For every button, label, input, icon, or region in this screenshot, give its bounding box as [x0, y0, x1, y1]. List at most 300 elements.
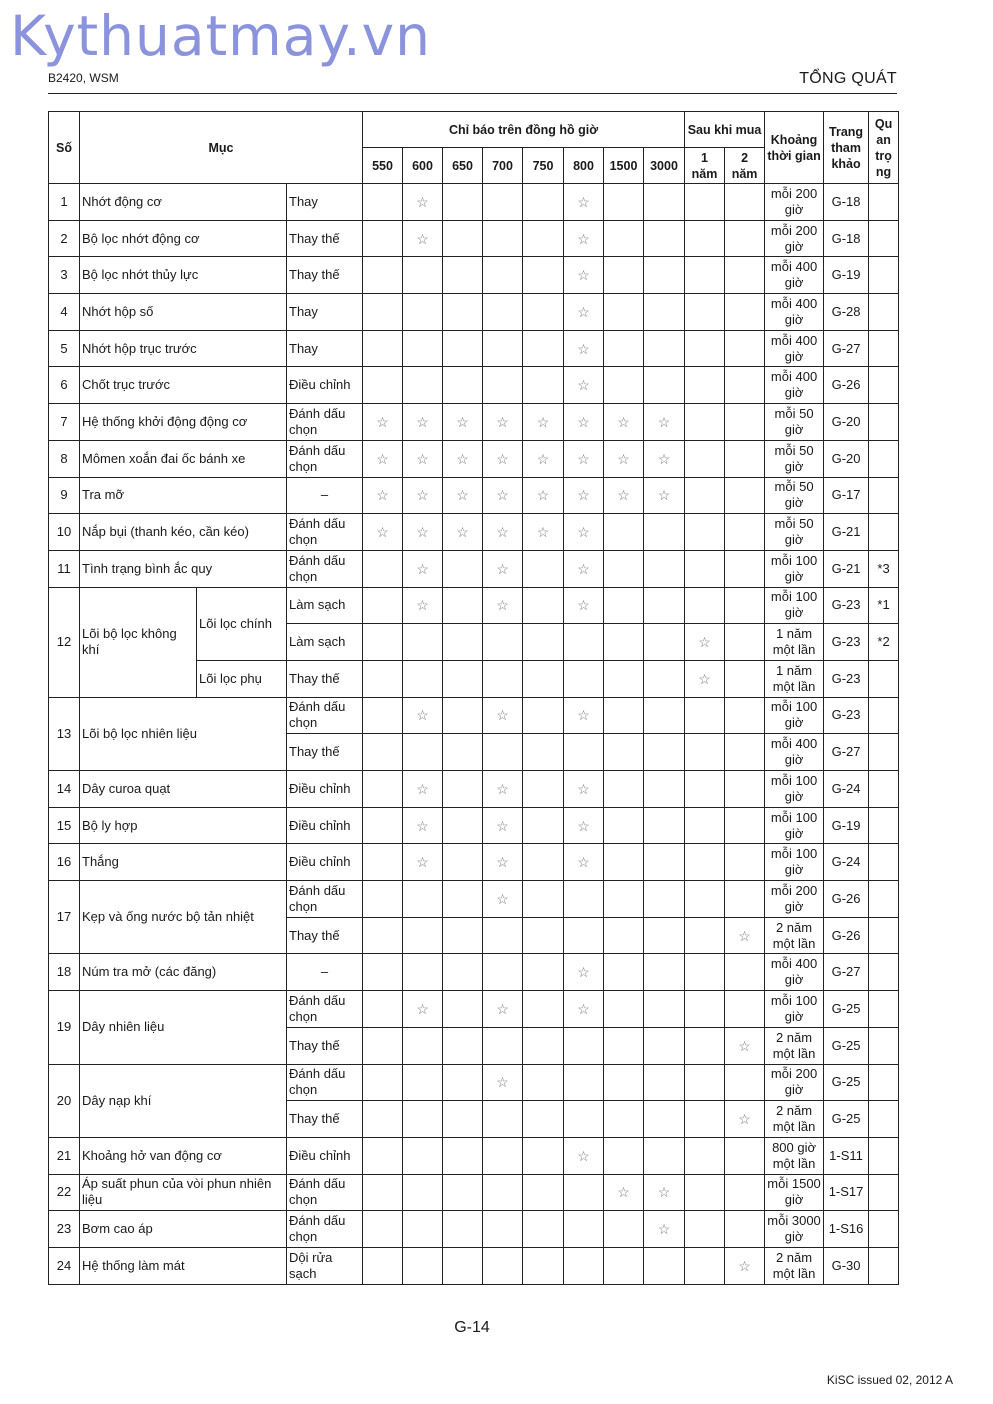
row-important — [869, 1247, 899, 1284]
empty-cell — [443, 1137, 483, 1174]
empty-cell — [644, 917, 685, 954]
row-action: – — [287, 477, 363, 514]
star-mark-icon: ☆ — [403, 404, 443, 441]
empty-cell — [564, 1211, 604, 1248]
row-interval: mỗi 200 giờ — [765, 1064, 824, 1101]
row-important — [869, 771, 899, 808]
row-important — [869, 991, 899, 1028]
empty-cell — [685, 294, 725, 331]
empty-cell — [483, 734, 523, 771]
empty-cell — [403, 917, 443, 954]
empty-cell — [523, 257, 564, 294]
row-action: Thay thế — [287, 1027, 363, 1064]
row-important — [869, 184, 899, 221]
row-important — [869, 881, 899, 918]
empty-cell — [725, 257, 765, 294]
col-header-hour: 750 — [523, 148, 564, 184]
empty-cell — [363, 1027, 403, 1064]
star-mark-icon: ☆ — [644, 1174, 685, 1211]
empty-cell — [604, 330, 644, 367]
empty-cell — [604, 917, 644, 954]
star-mark-icon: ☆ — [483, 881, 523, 918]
star-mark-icon: ☆ — [443, 404, 483, 441]
empty-cell — [644, 881, 685, 918]
empty-cell — [685, 1101, 725, 1138]
row-item: Hệ thống làm mát — [80, 1247, 287, 1284]
star-mark-icon: ☆ — [363, 440, 403, 477]
row-action: Đánh dấu chọn — [287, 1211, 363, 1248]
empty-cell — [644, 660, 685, 697]
empty-cell — [523, 624, 564, 661]
empty-cell — [443, 991, 483, 1028]
row-number: 12 — [49, 587, 80, 697]
star-mark-icon: ☆ — [403, 550, 443, 587]
row-ref-page: G-25 — [824, 1064, 869, 1101]
star-mark-icon: ☆ — [564, 220, 604, 257]
row-action: Thay thế — [287, 660, 363, 697]
row-action: Đánh dấu chọn — [287, 550, 363, 587]
row-interval: mỗi 400 giờ — [765, 330, 824, 367]
row-action: Đánh dấu chọn — [287, 514, 363, 551]
row-important — [869, 257, 899, 294]
star-mark-icon: ☆ — [564, 587, 604, 624]
empty-cell — [483, 954, 523, 991]
empty-cell — [483, 294, 523, 331]
empty-cell — [523, 844, 564, 881]
empty-cell — [403, 881, 443, 918]
empty-cell — [644, 220, 685, 257]
row-interval: mỗi 400 giờ — [765, 257, 824, 294]
empty-cell — [644, 514, 685, 551]
row-ref-page: G-17 — [824, 477, 869, 514]
empty-cell — [564, 734, 604, 771]
empty-cell — [725, 330, 765, 367]
row-action: Thay thế — [287, 734, 363, 771]
row-number: 13 — [49, 697, 80, 770]
star-mark-icon: ☆ — [564, 954, 604, 991]
empty-cell — [604, 1027, 644, 1064]
empty-cell — [725, 367, 765, 404]
star-mark-icon: ☆ — [403, 844, 443, 881]
row-number: 2 — [49, 220, 80, 257]
empty-cell — [604, 1101, 644, 1138]
maintenance-table-body — [49, 184, 899, 1285]
row-important — [869, 1101, 899, 1138]
row-action: Thay — [287, 330, 363, 367]
star-mark-icon: ☆ — [443, 440, 483, 477]
empty-cell — [403, 330, 443, 367]
row-item: Lõi bộ lọc không khí — [80, 587, 197, 697]
empty-cell — [483, 220, 523, 257]
empty-cell — [725, 184, 765, 221]
empty-cell — [443, 184, 483, 221]
row-item: Mômen xoắn đai ốc bánh xe — [80, 440, 287, 477]
row-important — [869, 844, 899, 881]
star-mark-icon: ☆ — [725, 1027, 765, 1064]
table-row — [49, 184, 899, 221]
empty-cell — [685, 991, 725, 1028]
row-item: Áp suất phun của vòi phun nhiên liệu — [80, 1174, 287, 1211]
empty-cell — [523, 734, 564, 771]
table-row — [49, 404, 899, 441]
empty-cell — [363, 184, 403, 221]
empty-cell — [644, 1247, 685, 1284]
empty-cell — [725, 1174, 765, 1211]
row-item: Tra mỡ — [80, 477, 287, 514]
row-number: 9 — [49, 477, 80, 514]
row-ref-page: G-28 — [824, 294, 869, 331]
row-action: Đánh dấu chọn — [287, 991, 363, 1028]
empty-cell — [363, 1174, 403, 1211]
empty-cell — [685, 1027, 725, 1064]
row-action: Điều chỉnh — [287, 1137, 363, 1174]
row-number: 15 — [49, 807, 80, 844]
empty-cell — [564, 1027, 604, 1064]
row-ref-page: G-27 — [824, 330, 869, 367]
row-ref-page: G-19 — [824, 807, 869, 844]
empty-cell — [604, 807, 644, 844]
empty-cell — [523, 184, 564, 221]
row-important — [869, 440, 899, 477]
row-ref-page: G-18 — [824, 220, 869, 257]
row-action: Thay thế — [287, 220, 363, 257]
row-action: – — [287, 954, 363, 991]
empty-cell — [443, 367, 483, 404]
section-title: TỔNG QUÁT — [799, 70, 897, 87]
row-ref-page: G-24 — [824, 771, 869, 808]
empty-cell — [523, 954, 564, 991]
star-mark-icon: ☆ — [725, 917, 765, 954]
star-mark-icon: ☆ — [483, 991, 523, 1028]
empty-cell — [644, 294, 685, 331]
row-ref-page: G-23 — [824, 624, 869, 661]
empty-cell — [363, 294, 403, 331]
empty-cell — [725, 954, 765, 991]
empty-cell — [604, 771, 644, 808]
row-important — [869, 1211, 899, 1248]
row-interval: mỗi 100 giờ — [765, 550, 824, 587]
table-row — [49, 330, 899, 367]
row-ref-page: G-23 — [824, 587, 869, 624]
row-interval: mỗi 100 giờ — [765, 807, 824, 844]
row-ref-page: G-26 — [824, 367, 869, 404]
star-mark-icon: ☆ — [604, 477, 644, 514]
row-item: Dây nhiên liệu — [80, 991, 287, 1064]
empty-cell — [363, 220, 403, 257]
row-subitem: Lõi lọc chính — [197, 587, 287, 660]
row-important — [869, 1174, 899, 1211]
empty-cell — [363, 587, 403, 624]
empty-cell — [564, 881, 604, 918]
table-row — [49, 477, 899, 514]
empty-cell — [523, 330, 564, 367]
row-number: 23 — [49, 1211, 80, 1248]
empty-cell — [523, 1174, 564, 1211]
empty-cell — [725, 807, 765, 844]
row-item: Dây nạp khí — [80, 1064, 287, 1137]
table-row — [49, 1247, 899, 1284]
row-number: 14 — [49, 771, 80, 808]
empty-cell — [725, 734, 765, 771]
star-mark-icon: ☆ — [564, 697, 604, 734]
empty-cell — [443, 587, 483, 624]
empty-cell — [363, 1137, 403, 1174]
empty-cell — [363, 807, 403, 844]
empty-cell — [363, 257, 403, 294]
empty-cell — [523, 1247, 564, 1284]
empty-cell — [644, 624, 685, 661]
empty-cell — [685, 587, 725, 624]
empty-cell — [403, 1027, 443, 1064]
star-mark-icon: ☆ — [483, 1064, 523, 1101]
empty-cell — [604, 1211, 644, 1248]
empty-cell — [523, 1027, 564, 1064]
row-item: Nắp bụi (thanh kéo, cần kéo) — [80, 514, 287, 551]
empty-cell — [685, 807, 725, 844]
empty-cell — [604, 550, 644, 587]
star-mark-icon: ☆ — [564, 330, 604, 367]
star-mark-icon: ☆ — [564, 550, 604, 587]
empty-cell — [363, 624, 403, 661]
row-interval: 1 năm một lần — [765, 660, 824, 697]
star-mark-icon: ☆ — [564, 1137, 604, 1174]
row-number: 6 — [49, 367, 80, 404]
empty-cell — [725, 550, 765, 587]
empty-cell — [363, 550, 403, 587]
table-row — [49, 954, 899, 991]
star-mark-icon: ☆ — [685, 660, 725, 697]
empty-cell — [685, 954, 725, 991]
empty-cell — [403, 1101, 443, 1138]
star-mark-icon: ☆ — [523, 404, 564, 441]
empty-cell — [725, 294, 765, 331]
row-interval: 2 năm một lần — [765, 1101, 824, 1138]
star-mark-icon: ☆ — [483, 844, 523, 881]
empty-cell — [564, 1247, 604, 1284]
row-important: *2 — [869, 624, 899, 661]
model-label: B2420, WSM — [48, 71, 119, 85]
row-item: Nhớt hộp số — [80, 294, 287, 331]
row-action: Điều chỉnh — [287, 807, 363, 844]
empty-cell — [363, 771, 403, 808]
star-mark-icon: ☆ — [403, 220, 443, 257]
row-interval: mỗi 100 giờ — [765, 771, 824, 808]
empty-cell — [483, 1247, 523, 1284]
row-subitem: Lõi lọc phụ — [197, 660, 287, 697]
star-mark-icon: ☆ — [564, 844, 604, 881]
table-row — [49, 697, 899, 734]
row-ref-page: G-20 — [824, 404, 869, 441]
empty-cell — [403, 257, 443, 294]
star-mark-icon: ☆ — [403, 440, 443, 477]
row-number: 7 — [49, 404, 80, 441]
empty-cell — [644, 587, 685, 624]
row-number: 10 — [49, 514, 80, 551]
row-ref-page: G-26 — [824, 881, 869, 918]
empty-cell — [483, 257, 523, 294]
star-mark-icon: ☆ — [523, 514, 564, 551]
empty-cell — [523, 1211, 564, 1248]
star-mark-icon: ☆ — [725, 1247, 765, 1284]
empty-cell — [443, 660, 483, 697]
row-interval: mỗi 100 giờ — [765, 587, 824, 624]
empty-cell — [644, 367, 685, 404]
page-number: G-14 — [454, 1319, 490, 1336]
row-action: Đánh dấu chọn — [287, 1174, 363, 1211]
row-ref-page: G-25 — [824, 991, 869, 1028]
row-number: 8 — [49, 440, 80, 477]
empty-cell — [725, 624, 765, 661]
empty-cell — [604, 1064, 644, 1101]
row-item: Nhớt hộp trục trước — [80, 330, 287, 367]
star-mark-icon: ☆ — [403, 587, 443, 624]
col-header-important: Qu an trọ ng — [869, 112, 899, 184]
row-ref-page: G-23 — [824, 660, 869, 697]
table-row — [49, 771, 899, 808]
star-mark-icon: ☆ — [564, 514, 604, 551]
empty-cell — [685, 1211, 725, 1248]
empty-cell — [523, 917, 564, 954]
table-row — [49, 220, 899, 257]
table-row — [49, 881, 899, 918]
empty-cell — [363, 881, 403, 918]
empty-cell — [363, 1247, 403, 1284]
empty-cell — [725, 881, 765, 918]
col-header-year: 2 năm — [725, 148, 765, 184]
star-mark-icon: ☆ — [564, 367, 604, 404]
star-mark-icon: ☆ — [725, 1101, 765, 1138]
row-important — [869, 330, 899, 367]
col-header-hour: 550 — [363, 148, 403, 184]
row-important — [869, 294, 899, 331]
star-mark-icon: ☆ — [403, 807, 443, 844]
empty-cell — [363, 734, 403, 771]
table-row — [49, 440, 899, 477]
row-important — [869, 917, 899, 954]
row-interval: mỗi 400 giờ — [765, 954, 824, 991]
col-header-hour: 3000 — [644, 148, 685, 184]
star-mark-icon: ☆ — [483, 404, 523, 441]
col-header-hour: 1500 — [604, 148, 644, 184]
star-mark-icon: ☆ — [564, 771, 604, 808]
empty-cell — [725, 514, 765, 551]
empty-cell — [564, 624, 604, 661]
row-ref-page: G-25 — [824, 1101, 869, 1138]
empty-cell — [523, 771, 564, 808]
empty-cell — [483, 917, 523, 954]
row-interval: mỗi 50 giờ — [765, 440, 824, 477]
watermark-logo: Kythuatmay.vn — [10, 4, 432, 68]
empty-cell — [685, 367, 725, 404]
empty-cell — [403, 1064, 443, 1101]
empty-cell — [604, 844, 644, 881]
table-row — [49, 550, 899, 587]
empty-cell — [443, 257, 483, 294]
row-important — [869, 477, 899, 514]
row-important — [869, 404, 899, 441]
row-ref-page: G-30 — [824, 1247, 869, 1284]
row-item: Kẹp và ống nước bộ tản nhiệt — [80, 881, 287, 954]
empty-cell — [604, 184, 644, 221]
col-header-hour: 600 — [403, 148, 443, 184]
table-row — [49, 844, 899, 881]
star-mark-icon: ☆ — [483, 440, 523, 477]
empty-cell — [443, 917, 483, 954]
row-action: Điều chỉnh — [287, 771, 363, 808]
table-row — [49, 991, 899, 1028]
maintenance-table — [48, 111, 899, 1285]
empty-cell — [604, 1137, 644, 1174]
star-mark-icon: ☆ — [363, 514, 403, 551]
empty-cell — [685, 514, 725, 551]
empty-cell — [523, 881, 564, 918]
row-important: *3 — [869, 550, 899, 587]
star-mark-icon: ☆ — [403, 184, 443, 221]
empty-cell — [523, 991, 564, 1028]
empty-cell — [604, 624, 644, 661]
row-action: Đánh dấu chọn — [287, 697, 363, 734]
row-item: Chốt trục trước — [80, 367, 287, 404]
empty-cell — [483, 1211, 523, 1248]
row-interval: 2 năm một lần — [765, 917, 824, 954]
empty-cell — [523, 1137, 564, 1174]
row-interval: mỗi 50 giờ — [765, 514, 824, 551]
row-important — [869, 807, 899, 844]
empty-cell — [564, 1174, 604, 1211]
empty-cell — [523, 807, 564, 844]
row-interval: 1 năm một lần — [765, 624, 824, 661]
row-ref-page: G-26 — [824, 917, 869, 954]
row-number: 21 — [49, 1137, 80, 1174]
empty-cell — [604, 367, 644, 404]
empty-cell — [483, 330, 523, 367]
empty-cell — [523, 587, 564, 624]
empty-cell — [443, 294, 483, 331]
empty-cell — [644, 991, 685, 1028]
row-important: *1 — [869, 587, 899, 624]
empty-cell — [483, 184, 523, 221]
star-mark-icon: ☆ — [644, 440, 685, 477]
table-row — [49, 367, 899, 404]
col-header-after-purchase: Sau khi mua — [685, 112, 765, 148]
row-ref-page: 1-S16 — [824, 1211, 869, 1248]
empty-cell — [685, 257, 725, 294]
empty-cell — [564, 917, 604, 954]
row-important — [869, 1064, 899, 1101]
empty-cell — [483, 1027, 523, 1064]
row-interval: 2 năm một lần — [765, 1027, 824, 1064]
col-header-hour: 700 — [483, 148, 523, 184]
empty-cell — [564, 1064, 604, 1101]
empty-cell — [644, 330, 685, 367]
row-action: Thay — [287, 184, 363, 221]
row-interval: mỗi 100 giờ — [765, 844, 824, 881]
empty-cell — [604, 734, 644, 771]
star-mark-icon: ☆ — [483, 771, 523, 808]
row-action: Đánh dấu chọn — [287, 440, 363, 477]
empty-cell — [644, 1101, 685, 1138]
star-mark-icon: ☆ — [604, 1174, 644, 1211]
row-important — [869, 514, 899, 551]
empty-cell — [725, 440, 765, 477]
empty-cell — [363, 991, 403, 1028]
row-number: 5 — [49, 330, 80, 367]
star-mark-icon: ☆ — [604, 404, 644, 441]
star-mark-icon: ☆ — [564, 807, 604, 844]
empty-cell — [644, 1027, 685, 1064]
star-mark-icon: ☆ — [564, 440, 604, 477]
empty-cell — [443, 1064, 483, 1101]
